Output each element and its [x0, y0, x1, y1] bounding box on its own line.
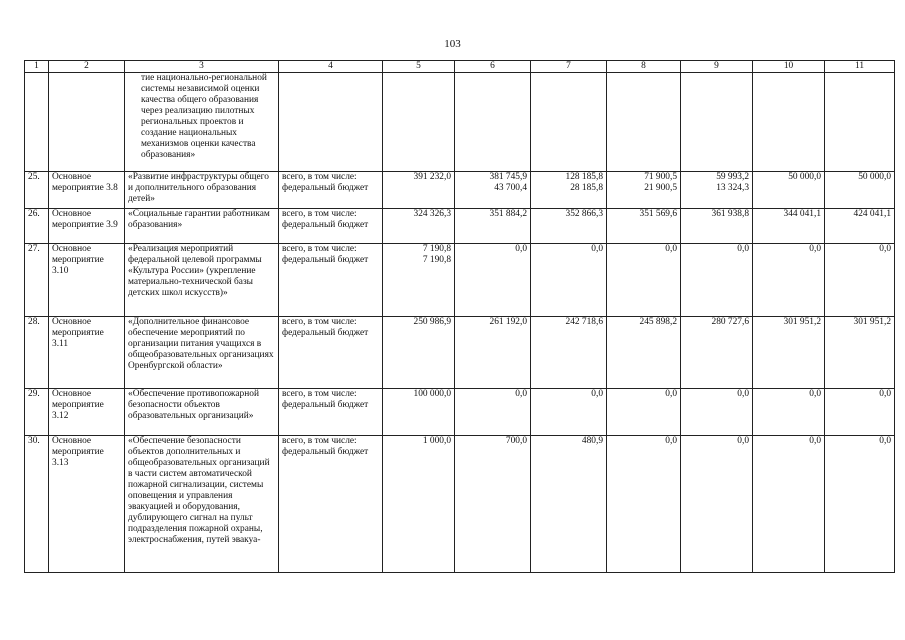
amount-cell: [753, 244, 825, 317]
amount-cell: [607, 244, 681, 317]
total-amount: 128 185,8: [565, 172, 603, 182]
total-label: всего, в том числе:: [282, 389, 357, 399]
federal-label: федеральный бюджет: [282, 328, 369, 338]
amount-cell: [681, 172, 753, 209]
total-label: всего, в том числе:: [282, 244, 357, 254]
funding-source: [279, 389, 383, 436]
amount-cell: [455, 436, 531, 573]
total-amount: 1 000,0: [422, 436, 451, 446]
amount-cell: [531, 436, 607, 573]
amount-cell: [607, 172, 681, 209]
amount-cell: [825, 172, 895, 209]
table-row: [25, 389, 895, 436]
amount-cell: [531, 317, 607, 389]
column-header: 1: [25, 61, 49, 73]
column-header: 7: [531, 61, 607, 73]
event-name: «Обеспечение противопожарной безопасности объектов образовательных организаций»: [125, 389, 279, 436]
budget-table: [24, 60, 895, 573]
event-code: Основное мероприятие 3.11: [49, 317, 125, 389]
amount-cell: [383, 172, 455, 209]
amount-cell: [455, 389, 531, 436]
table-row: [25, 436, 895, 573]
total-amount: 280 727,6: [711, 317, 749, 327]
amount-cell: [825, 389, 895, 436]
funding-source: [279, 172, 383, 209]
amount-cell: [753, 389, 825, 436]
column-header: 5: [383, 61, 455, 73]
amount-cell: [607, 436, 681, 573]
amount-cell: [825, 209, 895, 244]
amount-cell: [531, 172, 607, 209]
funding-source: [279, 317, 383, 389]
funding-source: [279, 244, 383, 317]
amount-cell: [531, 209, 607, 244]
event-code: Основное мероприятие 3.12: [49, 389, 125, 436]
total-amount: 0,0: [515, 389, 527, 399]
amount-cell: [455, 317, 531, 389]
federal-amount: 13 324,3: [716, 183, 749, 193]
total-amount: 242 718,6: [565, 317, 603, 327]
total-amount: 424 041,1: [853, 209, 891, 219]
column-number-row: [25, 61, 895, 73]
amount-cell: [681, 436, 753, 573]
total-amount: 301 951,2: [783, 317, 821, 327]
total-amount: 352 866,3: [565, 209, 603, 219]
federal-label: федеральный бюджет: [282, 220, 369, 230]
total-amount: 0,0: [515, 244, 527, 254]
amount-cell: [383, 317, 455, 389]
federal-label: федеральный бюджет: [282, 400, 369, 410]
total-amount: 0,0: [809, 436, 821, 446]
total-amount: 480,9: [581, 436, 603, 446]
event-name: «Обеспечение безопасности объектов дополнительных и общеобразовательных организаций в части систем автоматической пожарной сигнализации, системы оповещения и управления эвакуацией и оборудования, дублирующего сигнал на пульт подразделения пожарной охраны, электроснабжения, путей эвакуа-: [125, 436, 279, 573]
amount-cell: [383, 209, 455, 244]
total-amount: 0,0: [665, 436, 677, 446]
total-amount: 245 898,2: [639, 317, 677, 327]
total-amount: 0,0: [879, 244, 891, 254]
total-amount: 7 190,8: [422, 244, 451, 254]
event-code: Основное мероприятие 3.10: [49, 244, 125, 317]
amount-cell: [753, 317, 825, 389]
amount-cell: [753, 209, 825, 244]
total-amount: 324 326,3: [413, 209, 451, 219]
federal-label: федеральный бюджет: [282, 447, 369, 457]
amount-cell: [455, 172, 531, 209]
total-amount: 0,0: [737, 389, 749, 399]
total-amount: 0,0: [879, 389, 891, 399]
continuation-text: тие национально-региональной системы независимой оценки качества общего образования через реализацию пилотных региональных проектов и создание национальных механизмов оценки качества образования»: [125, 73, 279, 172]
amount-cell: [383, 244, 455, 317]
amount-cell: [383, 436, 455, 573]
funding-source: [279, 209, 383, 244]
amount-cell: [455, 209, 531, 244]
table-row: [25, 244, 895, 317]
total-amount: 0,0: [737, 436, 749, 446]
event-name: «Дополнительное финансовое обеспечение мероприятий по организации питания учащихся в общеобразовательных организациях Оренбургской области»: [125, 317, 279, 389]
amount-cell: [607, 317, 681, 389]
row-number: 27.: [25, 244, 49, 317]
federal-amount: 7 190,8: [422, 255, 451, 265]
continuation-row: [25, 73, 895, 172]
total-label: всего, в том числе:: [282, 172, 357, 182]
column-header: 2: [49, 61, 125, 73]
total-amount: 250 986,9: [413, 317, 451, 327]
total-amount: 391 232,0: [413, 172, 451, 182]
event-code: Основное мероприятие 3.9: [49, 209, 125, 244]
row-number: 25.: [25, 172, 49, 209]
total-amount: 361 938,8: [711, 209, 749, 219]
total-amount: 50 000,0: [858, 172, 891, 182]
amount-cell: [681, 244, 753, 317]
table-row: [25, 209, 895, 244]
column-header: 8: [607, 61, 681, 73]
total-amount: 0,0: [665, 389, 677, 399]
total-amount: 351 569,6: [639, 209, 677, 219]
total-amount: 71 900,5: [644, 172, 677, 182]
total-amount: 0,0: [809, 389, 821, 399]
amount-cell: [753, 436, 825, 573]
amount-cell: [681, 317, 753, 389]
event-name: «Социальные гарантии работникам образования»: [125, 209, 279, 244]
amount-cell: [607, 389, 681, 436]
table-row: [25, 172, 895, 209]
federal-amount: 28 185,8: [570, 183, 603, 193]
event-name: «Развитие инфраструктуры общего и дополнительного образования детей»: [125, 172, 279, 209]
column-header: 11: [825, 61, 895, 73]
federal-amount: 43 700,4: [494, 183, 527, 193]
amount-cell: [825, 317, 895, 389]
amount-cell: [607, 209, 681, 244]
amount-cell: [531, 389, 607, 436]
column-header: 3: [125, 61, 279, 73]
total-amount: 381 745,9: [489, 172, 527, 182]
event-code: Основное мероприятие 3.13: [49, 436, 125, 573]
total-amount: 351 884,2: [489, 209, 527, 219]
total-label: всего, в том числе:: [282, 436, 357, 446]
total-label: всего, в том числе:: [282, 209, 357, 219]
page-number: 103: [444, 38, 461, 50]
funding-source: [279, 436, 383, 573]
total-amount: 0,0: [879, 436, 891, 446]
row-number: 28.: [25, 317, 49, 389]
column-header: 10: [753, 61, 825, 73]
amount-cell: [825, 436, 895, 573]
total-amount: 344 041,1: [783, 209, 821, 219]
event-code: Основное мероприятие 3.8: [49, 172, 125, 209]
amount-cell: [681, 389, 753, 436]
column-header: 4: [279, 61, 383, 73]
event-name: «Реализация мероприятий федеральной целевой программы «Культура России» (укрепление материально-технической базы детских школ искусств)»: [125, 244, 279, 317]
total-label: всего, в том числе:: [282, 317, 357, 327]
total-amount: 0,0: [665, 244, 677, 254]
table-row: [25, 317, 895, 389]
amount-cell: [681, 209, 753, 244]
total-amount: 0,0: [591, 244, 603, 254]
amount-cell: [383, 389, 455, 436]
federal-amount: 21 900,5: [644, 183, 677, 193]
total-amount: 700,0: [505, 436, 527, 446]
amount-cell: [455, 244, 531, 317]
total-amount: 59 993,2: [716, 172, 749, 182]
row-number: 26.: [25, 209, 49, 244]
amount-cell: [753, 172, 825, 209]
total-amount: 301 951,2: [853, 317, 891, 327]
row-number: 29.: [25, 389, 49, 436]
total-amount: 50 000,0: [788, 172, 821, 182]
total-amount: 0,0: [591, 389, 603, 399]
column-header: 9: [681, 61, 753, 73]
row-number: 30.: [25, 436, 49, 573]
federal-label: федеральный бюджет: [282, 183, 369, 193]
total-amount: 261 192,0: [489, 317, 527, 327]
amount-cell: [825, 244, 895, 317]
amount-cell: [531, 244, 607, 317]
total-amount: 0,0: [809, 244, 821, 254]
federal-label: федеральный бюджет: [282, 255, 369, 265]
total-amount: 100 000,0: [413, 389, 451, 399]
column-header: 6: [455, 61, 531, 73]
total-amount: 0,0: [737, 244, 749, 254]
